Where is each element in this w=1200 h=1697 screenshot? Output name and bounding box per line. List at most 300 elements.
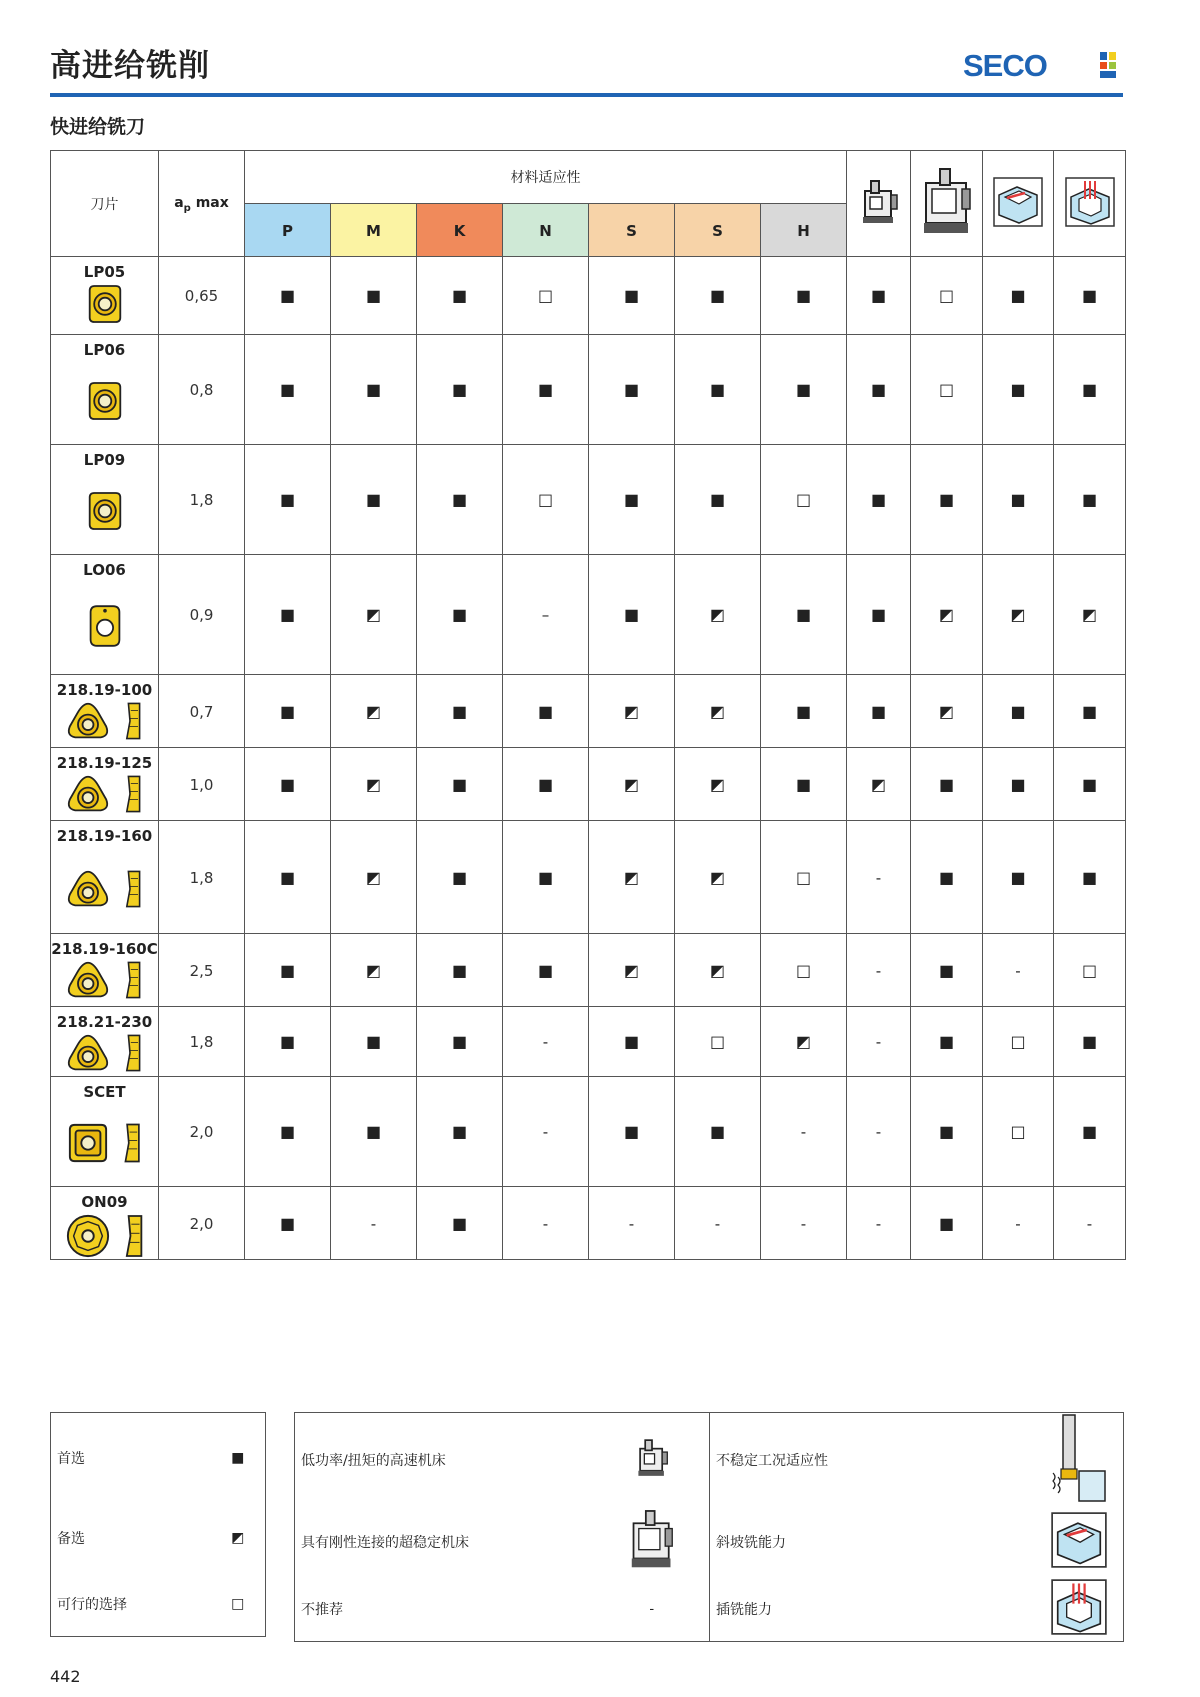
suitability-mark: - — [1015, 961, 1021, 980]
suitability-mark: ■ — [537, 380, 554, 399]
material-k-2: K — [417, 204, 503, 257]
suitability-cell — [761, 1187, 847, 1260]
suitability-cell — [589, 257, 675, 335]
suitability-mark: ■ — [1081, 701, 1098, 721]
suitability-mark: ◩ — [365, 774, 382, 794]
suitability-cell — [761, 934, 847, 1007]
suitability-mark: ■ — [623, 1122, 640, 1141]
suitability-cell — [983, 1077, 1054, 1187]
ap-max-value: 0,8 — [159, 335, 245, 445]
insert-icon — [51, 960, 158, 1000]
page-title: 高进给铣削 — [50, 48, 210, 84]
suitability-mark: ◩ — [870, 774, 887, 794]
suitability-cell — [847, 1077, 911, 1187]
suitability-cell — [417, 1007, 503, 1077]
suitability-cell — [331, 821, 417, 934]
suitability-mark: - — [714, 1214, 721, 1233]
material-s-4: S — [589, 204, 675, 257]
suitability-mark: ◩ — [709, 774, 726, 794]
suitability-cell — [675, 335, 761, 445]
insert-name: 218.19-160C — [51, 940, 158, 958]
suitability-mark: ◩ — [709, 960, 726, 980]
suitability-mark: ◩ — [709, 605, 726, 624]
suitability-mark: ■ — [938, 1122, 955, 1141]
suitability-cell — [847, 748, 911, 821]
suitability-cell — [847, 257, 911, 335]
suitability-mark: ■ — [451, 960, 468, 980]
suitability-cell — [417, 821, 503, 934]
suitability-mark: □ — [709, 1032, 726, 1051]
suitability-mark: ■ — [451, 701, 468, 721]
insert-cell — [51, 675, 159, 748]
suitability-cell — [911, 1077, 983, 1187]
suitability-mark: □ — [795, 490, 812, 509]
ap-max-value: 1,0 — [159, 748, 245, 821]
suitability-cell — [675, 934, 761, 1007]
suitability-mark: ◩ — [1081, 605, 1098, 624]
legend-possible: 可行的选择 — [57, 1597, 127, 1614]
ap-max-value: 0,65 — [159, 257, 245, 335]
header-ramping — [983, 151, 1054, 257]
table-row — [51, 1187, 1126, 1260]
suitability-mark: ■ — [870, 380, 887, 399]
insert-cell — [51, 821, 159, 934]
suitability-cell — [503, 1077, 589, 1187]
suitability-mark: - — [542, 1033, 549, 1051]
suitability-cell — [589, 335, 675, 445]
suitability-mark: ◩ — [623, 774, 640, 794]
suitability-cell — [983, 335, 1054, 445]
suitability-mark: ■ — [1081, 286, 1098, 305]
rigid-machine-icon — [595, 1507, 710, 1577]
insert-material-table — [50, 150, 1126, 1260]
legend-not-recommended-symbol: - — [595, 1577, 710, 1641]
legend-low-power-label: 低功率/扭矩的高速机床 — [301, 1453, 446, 1469]
insert-cell — [51, 555, 159, 675]
suitability-mark: ■ — [623, 490, 640, 509]
suitability-mark: ■ — [279, 960, 296, 980]
insert-name: LP05 — [83, 263, 126, 281]
suitability-cell — [589, 748, 675, 821]
suitability-mark: - — [1015, 1214, 1021, 1233]
suitability-cell — [911, 675, 983, 748]
suitability-cell — [331, 748, 417, 821]
suitability-mark: ■ — [1010, 286, 1026, 305]
suitability-cell — [331, 934, 417, 1007]
table-row — [51, 1077, 1126, 1187]
suitability-cell — [417, 445, 503, 555]
suitability-mark: ■ — [1081, 490, 1098, 509]
page-number: 442 — [50, 1667, 81, 1686]
suitability-mark: ■ — [1081, 380, 1098, 399]
suitability-cell — [331, 257, 417, 335]
suitability-cell — [245, 1187, 331, 1260]
suitability-mark: ■ — [279, 490, 296, 509]
suitability-cell — [245, 934, 331, 1007]
insert-name: 218.19-125 — [56, 754, 153, 772]
suitability-mark: □ — [1081, 960, 1098, 980]
suitability-mark: ■ — [451, 1122, 468, 1141]
table-body — [51, 257, 1126, 1260]
suitability-cell — [1054, 1007, 1126, 1077]
suitability-mark: ■ — [1081, 1032, 1098, 1051]
suitability-mark: □ — [537, 286, 554, 305]
suitability-mark: ◩ — [709, 701, 726, 721]
suitability-mark: ■ — [279, 1032, 296, 1051]
header-rigid-machine — [911, 151, 983, 257]
suitability-mark: □ — [938, 380, 955, 399]
suitability-mark: - — [542, 1214, 549, 1233]
suitability-cell — [245, 555, 331, 675]
insert-cell — [51, 748, 159, 821]
suitability-mark: ■ — [537, 867, 554, 887]
suitability-cell — [1054, 1187, 1126, 1260]
suitability-mark: ■ — [795, 380, 812, 399]
suitability-mark: ■ — [279, 380, 296, 399]
suitability-mark: ■ — [537, 960, 554, 980]
suitability-mark: - — [875, 868, 882, 887]
suitability-cell — [589, 821, 675, 934]
suitability-cell — [911, 445, 983, 555]
suitability-mark: ■ — [938, 1213, 955, 1233]
suitability-mark: ■ — [451, 1213, 468, 1233]
insert-icon — [51, 490, 158, 532]
suitability-mark: ■ — [870, 490, 887, 509]
suitability-mark: ◩ — [709, 867, 726, 887]
suitability-cell — [589, 445, 675, 555]
suitability-mark: ■ — [1010, 490, 1026, 509]
suitability-cell — [911, 1187, 983, 1260]
table-row — [51, 335, 1126, 445]
table-row — [51, 257, 1126, 335]
suitability-cell — [761, 675, 847, 748]
suitability-cell — [331, 1187, 417, 1260]
insert-icon — [51, 380, 158, 422]
suitability-cell — [245, 748, 331, 821]
suitability-mark: □ — [795, 960, 812, 980]
ap-max-value: 0,7 — [159, 675, 245, 748]
seco-logo — [963, 50, 1123, 80]
suitability-cell — [847, 821, 911, 934]
suitability-cell — [1054, 1077, 1126, 1187]
suitability-mark: ■ — [451, 605, 468, 624]
suitability-mark: - — [875, 961, 882, 980]
suitability-mark: □ — [1010, 1122, 1026, 1141]
material-m-1: M — [331, 204, 417, 257]
suitability-cell — [589, 1007, 675, 1077]
suitability-mark: ■ — [365, 286, 382, 305]
suitability-mark: ■ — [938, 1032, 955, 1051]
table-row — [51, 821, 1126, 934]
insert-name: LO06 — [83, 561, 126, 579]
suitability-cell — [761, 257, 847, 335]
suitability-mark: - — [542, 1123, 549, 1141]
suitability-cell — [245, 821, 331, 934]
insert-name: LP06 — [83, 341, 126, 359]
suitability-cell — [503, 1187, 589, 1260]
suitability-cell — [675, 1077, 761, 1187]
suitability-mark: – — [541, 606, 550, 624]
header-ap-max: $a_p$ max — [159, 151, 245, 257]
suitability-mark: ◩ — [365, 605, 382, 624]
plunge-icon — [1035, 1577, 1124, 1641]
suitability-mark: ■ — [709, 490, 726, 509]
suitability-mark: □ — [1010, 1032, 1026, 1051]
suitability-mark: ■ — [1010, 701, 1026, 721]
suitability-cell — [503, 257, 589, 335]
suitability-cell — [675, 748, 761, 821]
suitability-cell — [675, 675, 761, 748]
suitability-mark: ■ — [365, 1122, 382, 1141]
suitability-mark: ■ — [1010, 380, 1026, 399]
suitability-mark: ■ — [870, 605, 887, 624]
material-n-3: N — [503, 204, 589, 257]
suitability-cell — [761, 445, 847, 555]
suitability-mark: - — [628, 1214, 635, 1233]
table-row — [51, 675, 1126, 748]
insert-icon — [51, 283, 158, 325]
suitability-mark: ■ — [365, 380, 382, 399]
suitability-cell — [1054, 821, 1126, 934]
suitability-mark: ■ — [709, 380, 726, 399]
suitability-cell — [761, 335, 847, 445]
suitability-cell — [675, 821, 761, 934]
legend-ramping-label: 斜坡铣能力 — [716, 1535, 786, 1551]
ap-max-value: 1,8 — [159, 1007, 245, 1077]
header-rule — [50, 93, 1123, 97]
suitability-mark: - — [370, 1214, 377, 1233]
suitability-cell — [331, 675, 417, 748]
suitability-mark: ■ — [451, 1032, 468, 1051]
suitability-mark: ■ — [537, 701, 554, 721]
legend-symbols — [50, 1412, 266, 1637]
legend-plunge-label: 插铣能力 — [716, 1601, 772, 1618]
suitability-mark: - — [1086, 1214, 1093, 1233]
ap-max-value: 0,9 — [159, 555, 245, 675]
table-row — [51, 555, 1126, 675]
suitability-cell — [911, 335, 983, 445]
suitability-cell — [847, 555, 911, 675]
low-power-machine-icon — [595, 1413, 710, 1508]
insert-icon — [51, 603, 158, 649]
suitability-cell — [245, 445, 331, 555]
table-row — [51, 1007, 1126, 1077]
insert-cell — [51, 1077, 159, 1187]
suitability-cell — [1054, 748, 1126, 821]
header-material-suitability: 材料适应性 — [245, 151, 847, 204]
suitability-cell — [983, 675, 1054, 748]
insert-icon — [51, 869, 158, 909]
suitability-mark: ■ — [623, 1032, 640, 1051]
ap-max-value: 2,0 — [159, 1077, 245, 1187]
suitability-mark: ■ — [709, 286, 726, 305]
suitability-mark: ■ — [279, 1213, 296, 1233]
suitability-mark: ■ — [938, 867, 955, 887]
suitability-cell — [675, 257, 761, 335]
suitability-cell — [589, 555, 675, 675]
suitability-mark: □ — [938, 286, 955, 305]
suitability-cell — [761, 555, 847, 675]
suitability-cell — [675, 445, 761, 555]
suitability-cell — [245, 335, 331, 445]
suitability-mark: ■ — [1081, 1122, 1098, 1141]
suitability-cell — [331, 445, 417, 555]
suitability-cell — [331, 1077, 417, 1187]
suitability-cell — [245, 1007, 331, 1077]
ap-max-value: 2,0 — [159, 1187, 245, 1260]
suitability-cell — [847, 1007, 911, 1077]
suitability-cell — [1054, 335, 1126, 445]
suitability-cell — [503, 445, 589, 555]
suitability-mark: ◩ — [1010, 605, 1026, 624]
suitability-mark: ■ — [938, 774, 955, 794]
suitability-mark: ■ — [623, 380, 640, 399]
legend-rigid-label: 具有刚性连接的超稳定机床 — [301, 1535, 469, 1551]
suitability-cell — [1054, 445, 1126, 555]
suitability-cell — [503, 675, 589, 748]
suitability-mark: ■ — [870, 701, 887, 721]
suitability-cell — [245, 257, 331, 335]
suitability-mark: ■ — [938, 490, 955, 509]
suitability-cell — [417, 748, 503, 821]
svg-text:SECO: SECO — [963, 50, 1047, 80]
legend-unstable-label: 不稳定工况适应性 — [716, 1453, 828, 1469]
suitability-cell — [911, 555, 983, 675]
legend-not-recommended-label: 不推荐 — [301, 1601, 343, 1618]
insert-cell — [51, 257, 159, 335]
ap-max-value: 2,5 — [159, 934, 245, 1007]
suitability-mark: ◩ — [795, 1032, 812, 1051]
suitability-cell — [911, 934, 983, 1007]
suitability-mark: - — [800, 1214, 807, 1233]
suitability-cell — [1054, 675, 1126, 748]
header-low-power-machine — [847, 151, 911, 257]
suitability-cell — [503, 335, 589, 445]
suitability-mark: - — [800, 1123, 807, 1141]
insert-cell — [51, 1007, 159, 1077]
suitability-cell — [983, 257, 1054, 335]
suitability-cell — [589, 675, 675, 748]
suitability-mark: ■ — [279, 701, 296, 721]
suitability-cell — [847, 1187, 911, 1260]
table-row — [51, 445, 1126, 555]
table-row — [51, 934, 1126, 1007]
ap-max-value: 1,8 — [159, 445, 245, 555]
suitability-mark: □ — [537, 490, 554, 509]
suitability-cell — [983, 821, 1054, 934]
insert-icon — [51, 701, 158, 741]
suitability-cell — [847, 445, 911, 555]
suitability-mark: ■ — [279, 867, 296, 887]
header-plunge — [1054, 151, 1126, 257]
suitability-cell — [847, 335, 911, 445]
suitability-mark: ■ — [451, 867, 468, 887]
suitability-cell — [911, 748, 983, 821]
insert-icon — [51, 1033, 158, 1073]
insert-name: ON09 — [81, 1193, 128, 1211]
suitability-mark: ■ — [623, 605, 640, 624]
legend-first-symbol: ■ — [231, 1449, 245, 1466]
suitability-mark: ■ — [451, 490, 468, 509]
insert-icon — [51, 1213, 158, 1259]
suitability-mark: ◩ — [623, 960, 640, 980]
suitability-cell — [417, 257, 503, 335]
suitability-cell — [417, 1187, 503, 1260]
suitability-mark: ◩ — [623, 867, 640, 887]
suitability-cell — [675, 555, 761, 675]
suitability-cell — [417, 335, 503, 445]
suitability-cell — [1054, 934, 1126, 1007]
suitability-mark: ■ — [537, 774, 554, 794]
legend-alternative-symbol: ◩ — [231, 1529, 245, 1546]
suitability-mark: ■ — [451, 380, 468, 399]
suitability-cell — [983, 748, 1054, 821]
suitability-cell — [589, 1187, 675, 1260]
insert-icon — [51, 1122, 158, 1164]
insert-name: 218.19-100 — [56, 681, 153, 699]
suitability-mark: ◩ — [623, 701, 640, 721]
legend-possible-symbol: □ — [231, 1596, 245, 1613]
suitability-cell — [983, 445, 1054, 555]
suitability-cell — [417, 934, 503, 1007]
suitability-cell — [761, 1077, 847, 1187]
suitability-cell — [983, 1187, 1054, 1260]
suitability-mark: - — [875, 1033, 882, 1051]
suitability-mark: - — [875, 1123, 882, 1141]
suitability-mark: ■ — [795, 286, 812, 305]
suitability-mark: ■ — [279, 286, 296, 305]
suitability-mark: ◩ — [365, 960, 382, 980]
suitability-mark: ■ — [451, 774, 468, 794]
insert-cell — [51, 335, 159, 445]
suitability-cell — [503, 748, 589, 821]
suitability-mark: ■ — [938, 960, 955, 980]
insert-cell — [51, 934, 159, 1007]
suitability-cell — [331, 1007, 417, 1077]
insert-cell — [51, 445, 159, 555]
suitability-cell — [1054, 555, 1126, 675]
suitability-cell — [417, 675, 503, 748]
suitability-mark: ■ — [795, 605, 812, 624]
suitability-cell — [847, 675, 911, 748]
legend-conditions — [294, 1412, 1124, 1642]
suitability-cell — [503, 1007, 589, 1077]
material-s-5: S — [675, 204, 761, 257]
suitability-cell — [761, 821, 847, 934]
suitability-mark: ■ — [1010, 867, 1026, 887]
suitability-mark: ■ — [279, 605, 296, 624]
legend-first-choice: 首选 — [57, 1450, 85, 1467]
insert-name: SCET — [83, 1083, 126, 1101]
suitability-mark: ■ — [623, 286, 640, 305]
suitability-cell — [983, 1007, 1054, 1077]
suitability-mark: ■ — [709, 1122, 726, 1141]
suitability-cell — [983, 934, 1054, 1007]
suitability-cell — [675, 1007, 761, 1077]
material-h-6: H — [761, 204, 847, 257]
suitability-mark: ◩ — [938, 605, 955, 624]
suitability-cell — [331, 555, 417, 675]
insert-name: LP09 — [83, 451, 126, 469]
suitability-cell — [503, 821, 589, 934]
ap-max-value: 1,8 — [159, 821, 245, 934]
suitability-mark: □ — [795, 867, 812, 887]
suitability-cell — [911, 821, 983, 934]
insert-cell — [51, 1187, 159, 1260]
insert-icon — [51, 774, 158, 814]
suitability-mark: ■ — [1081, 867, 1098, 887]
suitability-mark: - — [875, 1214, 882, 1233]
